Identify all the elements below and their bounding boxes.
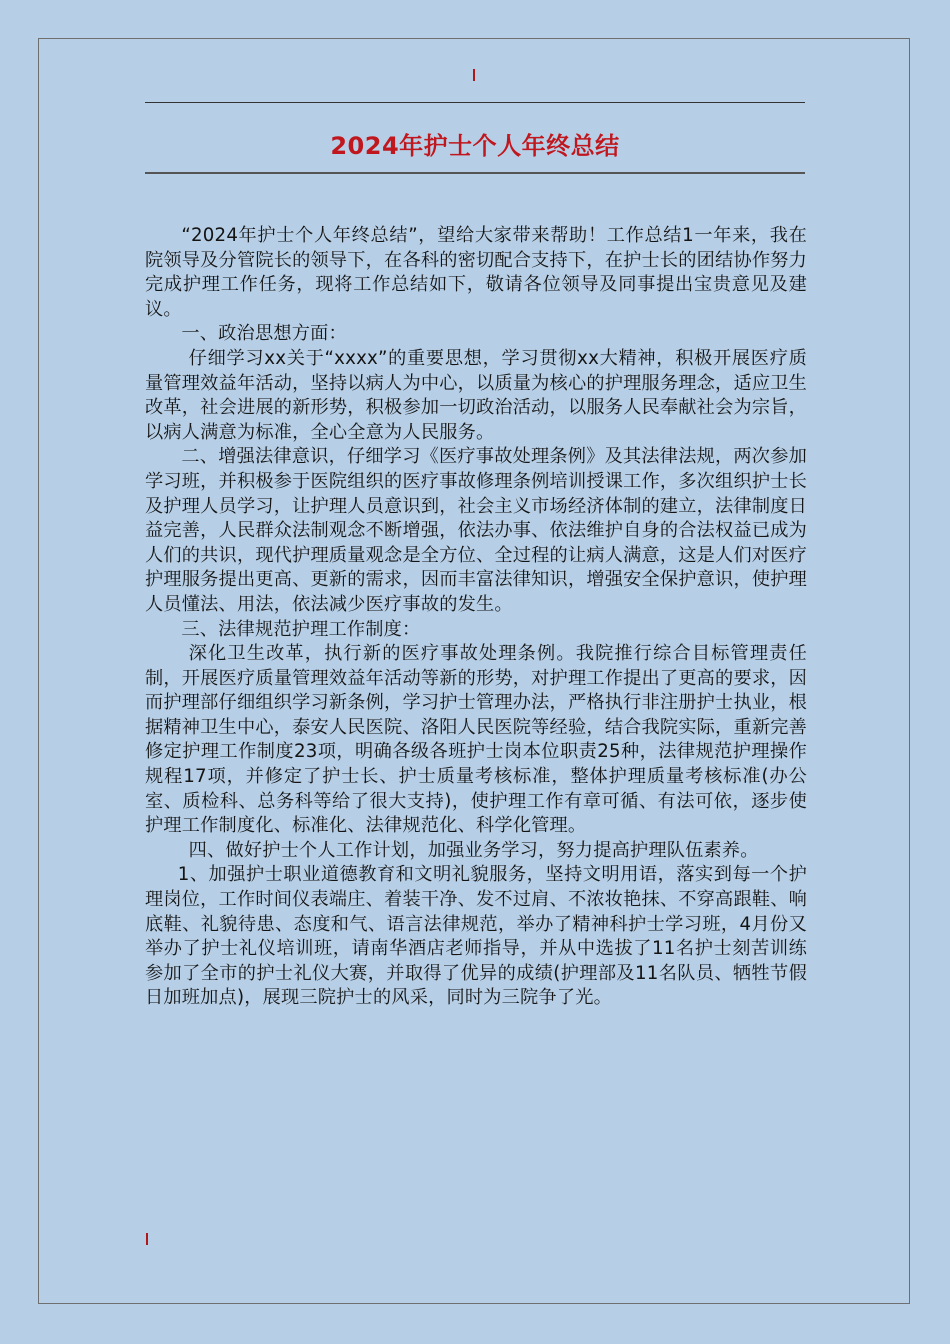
- paragraph-section-4-item-1: 1、加强护士职业道德教育和文明礼貌服务，坚持文明用语，落实到每一个护理岗位，工作时间仪表端庄、着装干净、发不过肩、不浓妆艳抹、不穿高跟鞋、响底鞋、礼貌待患、态度和气、语言法律规范，举办了精神科护士学习班，4月份又举办了护士礼仪培训班，请南华酒店老师指导，并从中选拔了11名护士刻苦训练参加了全市的护士礼仪大赛，并取得了优异的成绩(护理部及11名队员、牺牲节假日加班加点)，展现三院护士的风采，同时为三院争了光。: [145, 864, 807, 1009]
- header-rule: [145, 102, 805, 103]
- heading-section-4: 四、做好护士个人工作计划，加强业务学习，努力提高护理队伍素养。: [188, 839, 759, 861]
- heading-section-1: 一、政治思想方面：: [181, 323, 347, 345]
- header-marker: [473, 69, 475, 81]
- paragraph-intro: “2024年护士个人年终总结”，望给大家带来帮助！工作总结1一年来，我在院领导及分管院长的领导下，在各科的密切配合支持下，在护士长的团结协作努力完成护理工作任务，现将工作总结如下，敬请各位领导及同事提出宝贵意见及建议。: [145, 225, 807, 320]
- paragraph-section-2: 二、增强法律意识，仔细学习《医疗事故处理条例》及其法律法规，两次参加学习班，并积极参于医院组织的医疗事故修理条例培训授课工作，多次组织护士长及护理人员学习，让护理人员意识到，社会主义市场经济体制的建立，法律制度日益完善，人民群众法制观念不断增强，依法办事、依法维护自身的合法权益已成为人们的共识，现代护理质量观念是全方位、全过程的让病人满意，这是人们对医疗护理服务提出更高、更新的需求，因而丰富法律知识，增强安全保护意识，使护理人员懂法、用法，依法减少医疗事故的发生。: [145, 446, 807, 615]
- paragraph-section-1: 仔细学习xx关于“xxxx”的重要思想，学习贯彻xx大精神，积极开展医疗质量管理效益年活动，坚持以病人为中心，以质量为核心的护理服务理念，适应卫生改革，社会进展的新形势，积极参加一切政治活动，以服务人民奉献社会为宗旨，以病人满意为标准，全心全意为人民服务。: [145, 347, 807, 443]
- heading-section-3: 三、法律规范护理工作制度：: [181, 618, 421, 640]
- document-body: [145, 224, 807, 1011]
- document-title: 2024年护士个人年终总结: [330, 132, 620, 160]
- footer-marker: [146, 1233, 148, 1245]
- paragraph-section-3: 深化卫生改革，执行新的医疗事故处理条例。我院推行综合目标管理责任制，开展医疗质量管理效益年活动等新的形势，对护理工作提出了更高的要求，因而护理部仔细组织学习新条例，学习护士管理办法，严格执行非注册护士执业，根据精神卫生中心，泰安人民医院、洛阳人民医院等经验，结合我院实际，重新完善修定护理工作制度23项，明确各级各班护士岗本位职责25种，法律规范护理操作规程17项，并修定了护士长、护士质量考核标准，整体护理质量考核标准(办公室、质检科、总务科等给了很大支持)，使护理工作有章可循、有法可依，逐步使护理工作制度化、标准化、法律规范化、科学化管理。: [145, 643, 807, 837]
- title-rule: [145, 172, 805, 174]
